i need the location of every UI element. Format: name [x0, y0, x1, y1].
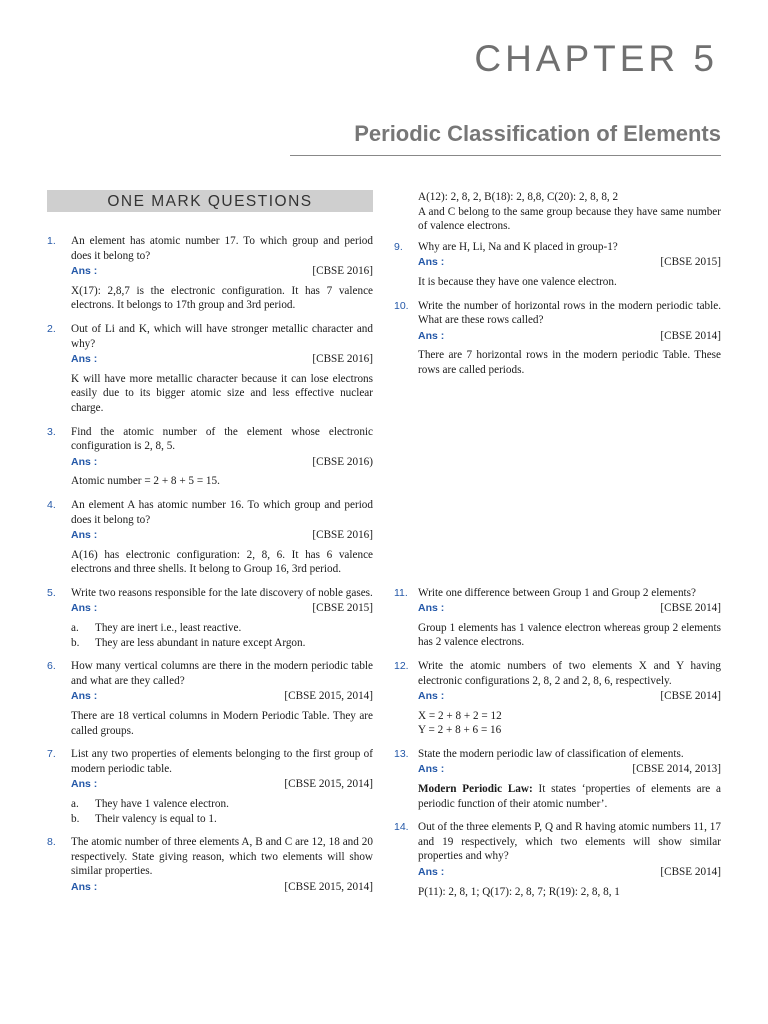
answer-header: [71, 352, 373, 367]
question-text: Why are H, Li, Na and K placed in group-1?: [418, 240, 618, 253]
question-number: 11.: [394, 586, 408, 599]
answer-text: It is because they have one valence electron.: [418, 275, 617, 288]
answer-header: [418, 255, 721, 270]
left-column: [47, 190, 373, 904]
question-number: 7.: [47, 748, 56, 761]
answer-text: [418, 782, 721, 811]
answer-text: There are 7 horizontal rows in the modern periodic Table. These rows are called periods.: [418, 349, 721, 376]
answer-label: Ans :: [71, 529, 98, 542]
question-8-answer-continued: [418, 190, 721, 234]
answer-header: [418, 329, 721, 344]
question-text: Write the number of horizontal rows in the modern periodic table. What are these rows called?: [418, 299, 721, 327]
answer-label: Ans :: [418, 256, 445, 269]
title-rule: [290, 155, 721, 156]
answer-text: X(17): 2,8,7 is the electronic configuration. It has 7 valence electrons. It belongs to 17th group and 3rd period.: [71, 284, 373, 312]
question-text: State the modern periodic law of classification of elements.: [418, 747, 684, 760]
question-item: [47, 322, 373, 416]
exam-citation: [CBSE 2016]: [312, 265, 373, 278]
list-text: They are less abundant in nature except Argon.: [95, 636, 306, 649]
list-label: a.: [71, 798, 79, 810]
question-item: [47, 659, 373, 738]
exam-citation: [CBSE 2014, 2013]: [632, 763, 721, 776]
list-label: a.: [71, 622, 79, 635]
question-item: [47, 234, 373, 313]
question-number: 8.: [47, 836, 56, 849]
question-text: Out of Li and K, which will have stronger metallic character and why?: [71, 322, 373, 350]
chapter-subtitle: Periodic Classification of Elements: [354, 121, 721, 146]
right-question-list: [394, 240, 721, 378]
answer-label: Ans :: [418, 690, 445, 703]
answer-list-item: [71, 621, 373, 636]
question-text: Write one difference between Group 1 and Group 2 elements?: [418, 586, 696, 599]
question-number: 6.: [47, 660, 56, 673]
exam-citation: [CBSE 2016]: [312, 529, 373, 542]
question-number: 12.: [394, 659, 409, 672]
question-text: An element has atomic number 17. To which group and period does it belong to?: [71, 235, 373, 262]
exam-citation: [CBSE 2015]: [312, 602, 373, 615]
question-number: 1.: [47, 235, 56, 247]
answer-line: A(12): 2, 8, 2, B(18): 2, 8,8, C(20): 2, 8, 8, 2: [418, 191, 619, 203]
list-label: b.: [71, 812, 80, 825]
answer-label: Ans :: [71, 690, 98, 703]
answer-label: Ans :: [418, 866, 445, 879]
answer-header: [71, 689, 373, 704]
exam-citation: [CBSE 2016): [312, 455, 373, 468]
exam-citation: [CBSE 2015, 2014]: [284, 690, 373, 703]
question-text: Write two reasons responsible for the late discovery of noble gases.: [71, 586, 373, 599]
question-item: [394, 240, 721, 290]
answer-header: [71, 455, 373, 470]
answer-list-item: [71, 636, 373, 651]
exam-citation: [CBSE 2015]: [660, 256, 721, 269]
answer-text: A(16) has electronic configuration: 2, 8, 6. It has 6 valence electrons and three shells. It belong to Group 16, 3rd period.: [71, 548, 373, 576]
section-banner: ONE MARK QUESTIONS: [47, 190, 373, 212]
list-text: They are inert i.e., least reactive.: [95, 622, 242, 635]
answer-text: Y = 2 + 8 + 6 = 16: [418, 724, 502, 737]
question-number: 5.: [47, 586, 56, 599]
question-item: [47, 586, 373, 650]
question-item: [394, 747, 721, 811]
list-text: They have 1 valence electron.: [95, 798, 229, 810]
answer-label: Ans :: [418, 602, 445, 615]
question-number: 3.: [47, 425, 56, 438]
question-text: The atomic number of three elements A, B and C are 12, 18 and 20 respectively. State giving reason, which two elements will show similar properties.: [71, 836, 373, 878]
answer-label: Ans :: [418, 329, 445, 342]
answer-term: Modern Periodic Law:: [418, 783, 533, 796]
question-text: Write the atomic numbers of two elements X and Y having electronic configurations 2, 8, 2 and 2, 8, 6, respectively.: [418, 659, 721, 687]
blank-space: [394, 387, 721, 586]
question-item: [394, 659, 721, 738]
answer-label: Ans :: [71, 880, 98, 893]
answer-header: [418, 689, 721, 704]
exam-citation: [CBSE 2014]: [660, 329, 721, 342]
answer-header: [418, 865, 721, 880]
answer-list-item: [71, 797, 373, 812]
answer-header: [418, 762, 721, 777]
question-item: [47, 835, 373, 894]
answer-label: Ans :: [71, 353, 98, 366]
answer-label: Ans :: [71, 455, 98, 468]
question-text: Find the atomic number of the element whose electronic configuration is 2, 8, 5.: [71, 425, 373, 453]
answer-label: Ans :: [71, 602, 98, 615]
question-number: 13.: [394, 747, 409, 760]
list-text: Their valency is equal to 1.: [95, 812, 217, 825]
answer-definition: It states ‘properties of elements are a periodic function of their atomic number’.: [418, 783, 722, 810]
answer-label: Ans :: [71, 265, 98, 278]
answer-header: [71, 528, 373, 543]
answer-header: [71, 880, 373, 895]
question-number: 9.: [394, 240, 403, 253]
exam-citation: [CBSE 2014]: [660, 602, 721, 615]
question-text: An element A has atomic number 16. To which group and period does it belong to?: [71, 498, 373, 526]
exam-citation: [CBSE 2015, 2014]: [284, 778, 373, 791]
question-text: How many vertical columns are there in the modern periodic table and what are they called?: [71, 660, 373, 687]
answer-text: Group 1 elements has 1 valence electron whereas group 2 elements has 2 valence electrons.: [418, 621, 721, 649]
answer-header: [71, 601, 373, 616]
question-item: [394, 820, 721, 899]
exam-citation: [CBSE 2014]: [660, 866, 721, 879]
exam-citation: [CBSE 2015, 2014]: [284, 880, 373, 893]
left-question-list: [47, 234, 373, 895]
exam-citation: [CBSE 2014]: [660, 690, 721, 703]
list-label: b.: [71, 636, 80, 649]
answer-text: P(11): 2, 8, 1; Q(17): 2, 8, 7; R(19): 2, 8, 8, 1: [418, 885, 620, 898]
answer-text: K will have more metallic character because it can lose electrons easily due to its bigger atomic size and less effective nuclear charge.: [71, 372, 373, 414]
question-text: Out of the three elements P, Q and R having atomic numbers 11, 17 and 19 respectively, which two elements will show similar properties and why?: [418, 821, 721, 863]
answer-header: [418, 601, 721, 616]
right-column: [394, 190, 721, 908]
answer-list-item: [71, 812, 373, 827]
answer-label: Ans :: [71, 778, 98, 791]
answer-text: There are 18 vertical columns in Modern Periodic Table. They are called groups.: [71, 710, 373, 737]
question-text: List any two properties of elements belonging to the first group of modern periodic table.: [71, 748, 373, 775]
question-item: [394, 299, 721, 378]
question-item: [47, 747, 373, 826]
question-number: 2.: [47, 322, 56, 335]
question-item: [47, 498, 373, 577]
answer-text: Atomic number = 2 + 8 + 5 = 15.: [71, 475, 220, 488]
answer-text: X = 2 + 8 + 2 = 12: [418, 709, 502, 722]
question-item: [394, 586, 721, 650]
question-number: 10.: [394, 299, 409, 312]
answer-label: Ans :: [418, 763, 445, 776]
question-number: 14.: [394, 821, 409, 834]
question-item: [47, 425, 373, 489]
right-question-list-lower: [394, 586, 721, 900]
answer-header: [71, 264, 373, 279]
chapter-heading: CHAPTER 5: [474, 38, 718, 79]
answer-header: [71, 777, 373, 792]
exam-citation: [CBSE 2016]: [312, 353, 373, 366]
question-number: 4.: [47, 498, 56, 511]
answer-line: A and C belong to the same group because they have same number of valence electrons.: [418, 205, 721, 233]
